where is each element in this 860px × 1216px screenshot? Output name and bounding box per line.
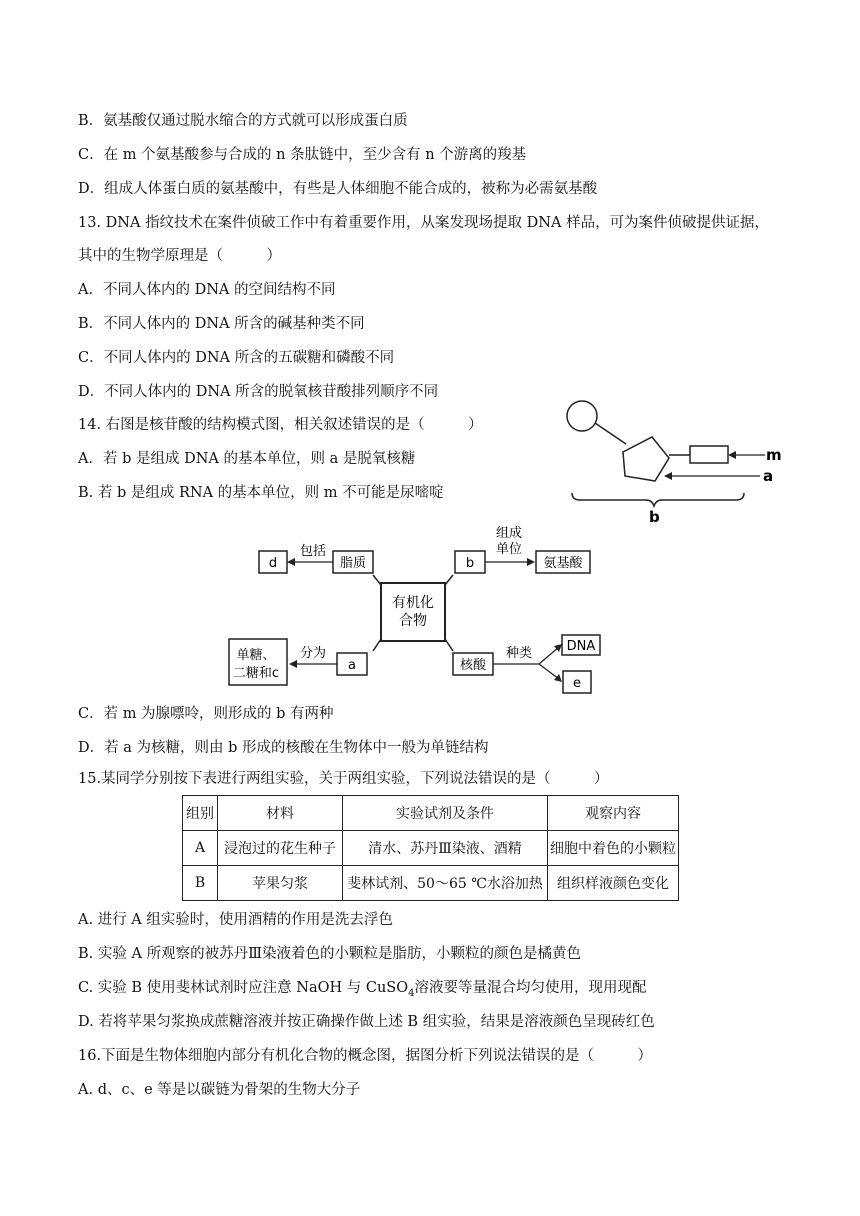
q13-option-b: B．不同人体内的 DNA 所含的碱基种类不同: [78, 316, 365, 332]
q14-option-b: B. 若 b 是组成 RNA 的基本单位，则 m 不可能是尿嘧啶: [78, 485, 444, 501]
q15-option-c-text-a: C. 实验 B 使用斐林试剂时应注意 NaOH 与 CuSO: [78, 980, 409, 996]
composes-label-line1: 组成: [495, 526, 523, 541]
experiment-table: [182, 795, 679, 901]
cell-group: B: [183, 866, 218, 901]
q13-stem-line2: 其中的生物学原理是（ ）: [78, 248, 281, 264]
concept-map-figure: [225, 523, 615, 695]
cell-reagent: 清水、苏丹Ⅲ染液、酒精: [343, 831, 548, 866]
kinds-label: 种类: [505, 646, 533, 661]
q15-stem: 15.某同学分别按下表进行两组实验，关于两组实验，下列说法错误的是（ ）: [78, 771, 609, 787]
label-m: m: [766, 446, 782, 464]
cell-observation: 细胞中着色的小颗粒: [548, 831, 679, 866]
q14-option-d: D．若 a 为核糖，则由 b 形成的核酸在生物体中一般为单链结构: [78, 740, 489, 756]
header-material: 材料: [218, 796, 343, 831]
a-label: a: [348, 658, 356, 673]
cell-material: 苹果匀浆: [218, 866, 343, 901]
q13-stem-line1: 13. DNA 指纹技术在案件侦破工作中有着重要作用，从案发现场提取 DNA 样品，可为案件侦破提供证据，: [78, 215, 770, 231]
label-a: a: [763, 467, 774, 485]
q15-option-c: [78, 978, 647, 1004]
q16-stem: 16.下面是生物体细胞内部分有机化合物的概念图，据图分析下列说法错误的是（ ）: [78, 1048, 653, 1064]
composes-label-line2: 单位: [495, 542, 523, 557]
cell-material: 浸泡过的花生种子: [218, 831, 343, 866]
q14-option-a: A．若 b 是组成 DNA 的基本单位，则 a 是脱氧核糖: [78, 451, 416, 467]
q12-option-c: C．在 m 个氨基酸参与合成的 n 条肽链中，至少含有 n 个游离的羧基: [78, 147, 527, 163]
table-header-row: [183, 796, 679, 831]
b-label: b: [465, 556, 475, 571]
q15-option-c-subscript: 4: [408, 987, 415, 999]
q12-option-d: D．组成人体蛋白质的氨基酸中，有些是人体细胞不能合成的，被称为必需氨基酸: [78, 181, 598, 197]
label-b: b: [649, 508, 660, 526]
nucleic-acid-label: 核酸: [459, 658, 487, 673]
q15-option-d: D. 若将苹果匀浆换成蔗糖溶液并按正确操作做上述 B 组实验，结果是溶液颜色呈现砖红色: [78, 1014, 655, 1030]
center-label-line1: 有机化: [392, 595, 434, 611]
nucleotide-figure: [560, 396, 782, 526]
q15-option-a: A. 进行 A 组实验时，使用酒精的作用是洗去浮色: [78, 912, 393, 928]
q13-option-d: D．不同人体内的 DNA 所含的脱氧核苷酸排列顺序不同: [78, 384, 439, 400]
amino-acid-label: 氨基酸: [543, 556, 583, 571]
divided-into-label: 分为: [299, 646, 327, 661]
e-label: e: [573, 676, 581, 691]
cell-observation: 组织样液颜色变化: [548, 866, 679, 901]
cell-group: A: [183, 831, 218, 866]
q12-option-b: B．氨基酸仅通过脱水缩合的方式就可以形成蛋白质: [78, 113, 408, 129]
cell-reagent: 斐林试剂、50～65 ℃水浴加热: [343, 866, 548, 901]
q14-stem: 14. 右图是核苷酸的结构模式图，相关叙述错误的是（ ）: [78, 417, 483, 433]
sugars-label-line2: 二糖和c: [232, 666, 280, 681]
q14-option-c: C．若 m 为腺嘌呤，则形成的 b 有两种: [78, 706, 334, 722]
center-label-line2: 合物: [399, 613, 427, 629]
q16-option-a: A. d、c、e 等是以碳链为骨架的生物大分子: [78, 1082, 361, 1098]
center-box: [381, 583, 445, 641]
lipid-label: 脂质: [339, 556, 367, 571]
table-row: [183, 831, 679, 866]
q13-option-c: C．不同人体内的 DNA 所含的五碳糖和磷酸不同: [78, 350, 395, 366]
q15-option-c-text-b: 溶液要等量混合均匀使用，现用现配: [414, 980, 647, 996]
table-row: [183, 866, 679, 901]
header-group: 组别: [183, 796, 218, 831]
d-label: d: [268, 556, 278, 571]
includes-label: 包括: [299, 544, 327, 559]
header-observation: 观察内容: [548, 796, 679, 831]
header-reagent: 实验试剂及条件: [343, 796, 548, 831]
q15-option-b: B. 实验 A 所观察的被苏丹Ⅲ染液着色的小颗粒是脂肪，小颗粒的颜色是橘黄色: [78, 946, 582, 962]
dna-label: DNA: [566, 639, 596, 654]
sugars-label-line1: 单糖、: [236, 648, 276, 663]
q13-option-a: A．不同人体内的 DNA 的空间结构不同: [78, 282, 336, 298]
